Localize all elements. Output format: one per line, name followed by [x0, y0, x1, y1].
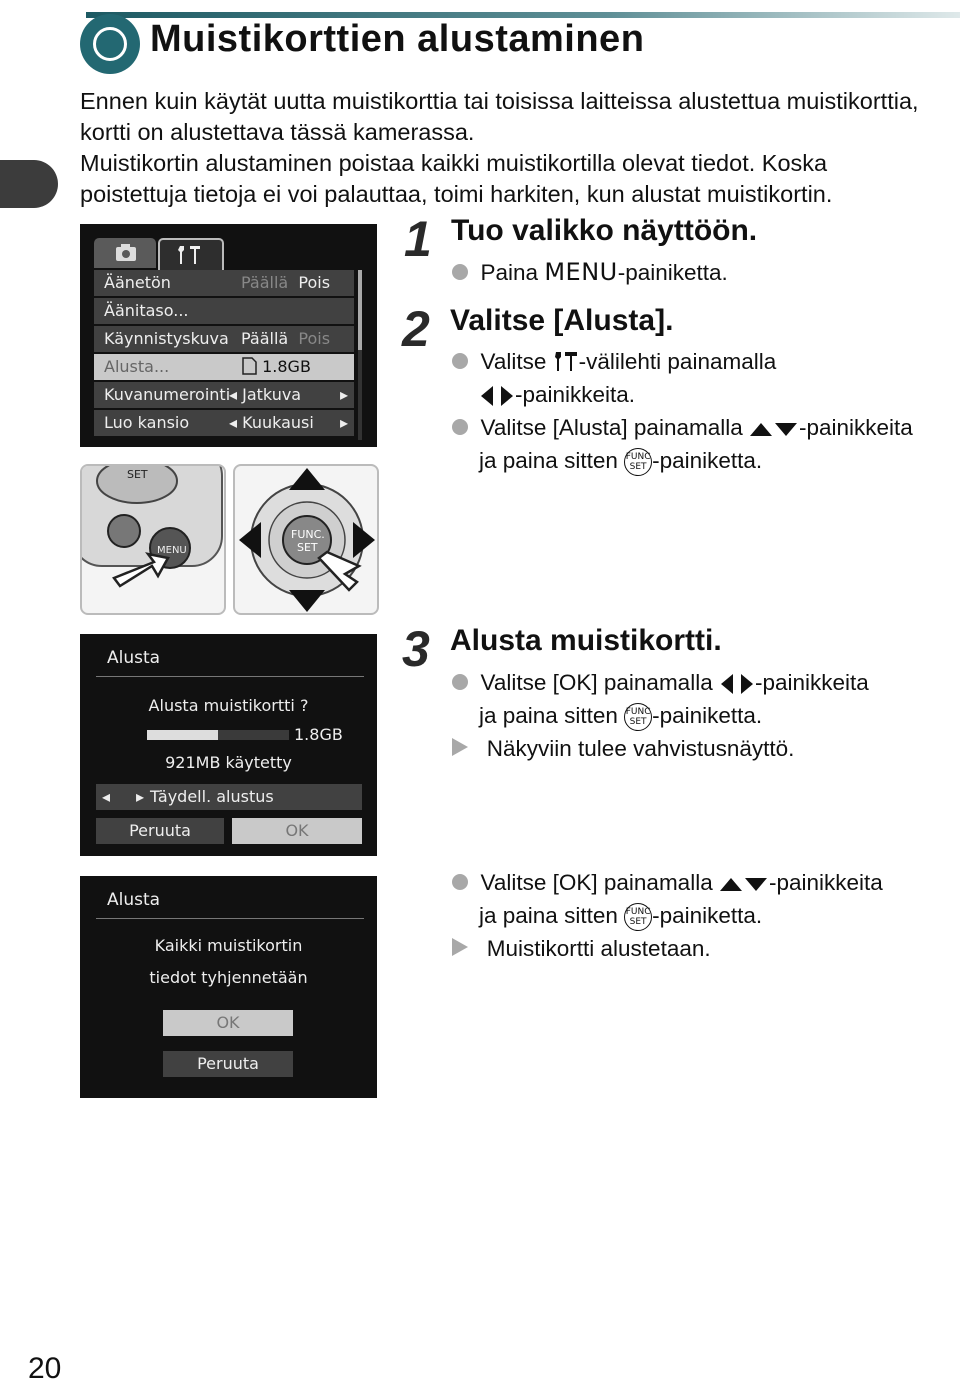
card-usage-fill — [147, 730, 218, 740]
bullet-text: -painikkeita — [799, 415, 913, 440]
menu-row-kuvanumerointi[interactable] — [94, 382, 354, 408]
intro-paragraph: Muistikortin alustaminen poistaa kaikki muistikortilla olevat tiedot. Koska poistettuja tietoja ei voi palauttaa, toimi harkiten, kun alustat muistikortin. — [80, 150, 833, 207]
menu-row-value: Kuukausi — [242, 413, 314, 432]
step-bullet — [452, 345, 776, 378]
func-label: FUNC. — [291, 528, 325, 541]
bullet-text: ja paina sitten — [479, 703, 625, 728]
camera-menu-screen — [80, 224, 377, 447]
menu-scrollbar — [358, 270, 362, 440]
step-title: Tuo valikko näyttöön. — [451, 214, 758, 247]
up-down-arrows-icon — [719, 875, 769, 893]
menu-button-illustration — [82, 466, 224, 613]
bullet-dot-icon — [452, 419, 468, 435]
step-title: Alusta muistikortti. — [450, 624, 722, 657]
bullet-dot-icon — [452, 264, 468, 280]
divider — [96, 918, 364, 919]
menu-row-label: Äänitaso... — [104, 301, 189, 320]
func-set-button-icon: FUNC SET — [624, 448, 652, 476]
step-result — [452, 732, 794, 765]
bullet-text: Paina — [480, 260, 545, 285]
bullet-text: -painiketta. — [617, 260, 728, 285]
menu-row-value: Pois — [298, 273, 331, 292]
bullet-text: -painiketta. — [652, 703, 763, 728]
menu-key-label: MENU — [544, 258, 618, 286]
bullet-text: Valitse — [480, 349, 553, 374]
ok-button[interactable]: OK — [232, 818, 362, 844]
bullet-text: -painiketta. — [652, 448, 763, 473]
tab-shooting[interactable] — [94, 238, 156, 268]
step-number: 3 — [402, 621, 430, 677]
tab-settings[interactable] — [158, 238, 224, 270]
menu-row-aaneton[interactable] — [94, 270, 354, 296]
step-bullet — [479, 899, 762, 932]
confirm-line-2: tiedot tyhjennetään — [149, 968, 308, 987]
bullet-dot-icon — [452, 353, 468, 369]
step-bullet — [452, 411, 913, 444]
step-bullet — [479, 378, 635, 411]
menu-row-label: Alusta... — [104, 357, 170, 376]
bullet-text: Valitse [OK] painamalla — [480, 870, 719, 895]
left-right-arrows-icon — [479, 385, 515, 407]
cancel-button[interactable]: Peruuta — [163, 1051, 293, 1077]
intro-text — [80, 86, 940, 210]
dpad-illustration — [235, 466, 377, 613]
step-number: 2 — [402, 301, 430, 357]
ok-button[interactable]: OK — [163, 1010, 293, 1036]
step-bullet — [452, 256, 728, 289]
menu-row-label: Käynnistyskuva — [104, 329, 229, 348]
up-down-arrows-icon — [749, 420, 799, 438]
step-bullet — [452, 866, 883, 899]
menu-row-value: Päällä — [241, 273, 289, 292]
menu-button-text: MENU — [157, 545, 187, 556]
menu-row-value: Päällä — [241, 329, 289, 348]
bullet-text: -välilehti painamalla — [578, 349, 777, 374]
left-arrow-icon: ◂ — [229, 413, 243, 432]
right-arrow-icon: ▸ — [339, 385, 348, 404]
func-set-button-icon: FUNC SET — [624, 903, 652, 931]
card-used: 921MB käytetty — [165, 753, 292, 772]
bullet-text: -painikkeita — [768, 870, 883, 895]
section-circle-icon — [80, 14, 140, 74]
left-arrow-icon: ◂ — [229, 385, 243, 404]
step-title: Valitse [Alusta]. — [450, 304, 674, 337]
checkbox-arrow-icon: ▸ — [136, 787, 145, 806]
right-arrow-icon: ▸ — [339, 413, 348, 432]
bullet-dot-icon — [452, 674, 468, 690]
result-arrow-icon — [452, 738, 468, 756]
cancel-button[interactable]: Peruuta — [96, 818, 224, 844]
menu-row-alusta[interactable] — [94, 354, 354, 380]
step-bullet — [479, 444, 762, 477]
camera-back-photo-menu — [80, 464, 226, 615]
card-capacity: 1.8GB — [294, 725, 343, 744]
result-arrow-icon — [452, 938, 468, 956]
menu-row-label: Äänetön — [104, 273, 171, 292]
menu-row-value: Pois — [298, 329, 331, 348]
step-number: 1 — [404, 211, 432, 267]
left-arrow-icon: ◂ — [102, 787, 111, 806]
full-format-label: Täydell. alustus — [150, 787, 274, 806]
chapter-tab — [0, 160, 58, 208]
bullet-dot-icon — [452, 874, 468, 890]
camera-icon — [94, 238, 156, 268]
func-set-button-icon: FUNC SET — [624, 703, 652, 731]
menu-tabbar — [94, 236, 364, 268]
page-title: Muistikorttien alustaminen — [150, 18, 645, 60]
menu-row-value: 1.8GB — [262, 357, 311, 376]
menu-row-value: Jatkuva — [242, 385, 302, 404]
left-right-arrows-icon — [719, 673, 755, 695]
full-format-option[interactable] — [96, 784, 362, 810]
memory-card-icon — [241, 357, 257, 375]
bullet-text: ja paina sitten — [479, 448, 625, 473]
format-question: Alusta muistikortti ? — [148, 696, 309, 715]
settings-tools-icon — [160, 240, 222, 268]
format-screen-title: Alusta — [107, 648, 161, 668]
bullet-text: Näkyviin tulee vahvistusnäyttö. — [486, 736, 795, 761]
camera-back-photo-dpad — [233, 464, 379, 615]
menu-row-luo-kansio[interactable] — [94, 410, 354, 436]
step-bullet — [452, 666, 869, 699]
intro-paragraph: Ennen kuin käytät uutta muistikorttia tai toisissa laitteissa alustettua muistikorttia, kortti on alustettava tässä kamerassa. — [80, 88, 919, 145]
format-screen-title: Alusta — [107, 890, 161, 910]
card-usage-bar — [147, 730, 289, 740]
confirm-line-1: Kaikki muistikortin — [154, 936, 303, 955]
step-bullet — [479, 699, 762, 732]
set-dial-label: SET — [127, 468, 148, 481]
bullet-text: -painikkeita. — [515, 382, 636, 407]
bullet-text: Valitse [OK] painamalla — [480, 670, 719, 695]
set-label: SET — [297, 541, 318, 554]
menu-row-kaynnistyskuva[interactable] — [94, 326, 354, 352]
format-screen-2 — [80, 876, 377, 1098]
bullet-text: Muistikortti alustetaan. — [486, 936, 711, 961]
step-result — [452, 932, 711, 965]
bullet-text: -painikkeita — [754, 670, 869, 695]
divider — [96, 676, 364, 677]
settings-tools-icon — [553, 350, 579, 372]
page-number: 20 — [28, 1352, 62, 1385]
menu-row-label: Kuvanumerointi — [104, 385, 231, 404]
bullet-text: Valitse [Alusta] painamalla — [480, 415, 749, 440]
format-screen-1 — [80, 634, 377, 856]
menu-row-aanitaso[interactable] — [94, 298, 354, 324]
bullet-text: ja paina sitten — [479, 903, 625, 928]
menu-row-label: Luo kansio — [104, 413, 190, 432]
bullet-text: -painiketta. — [652, 903, 763, 928]
